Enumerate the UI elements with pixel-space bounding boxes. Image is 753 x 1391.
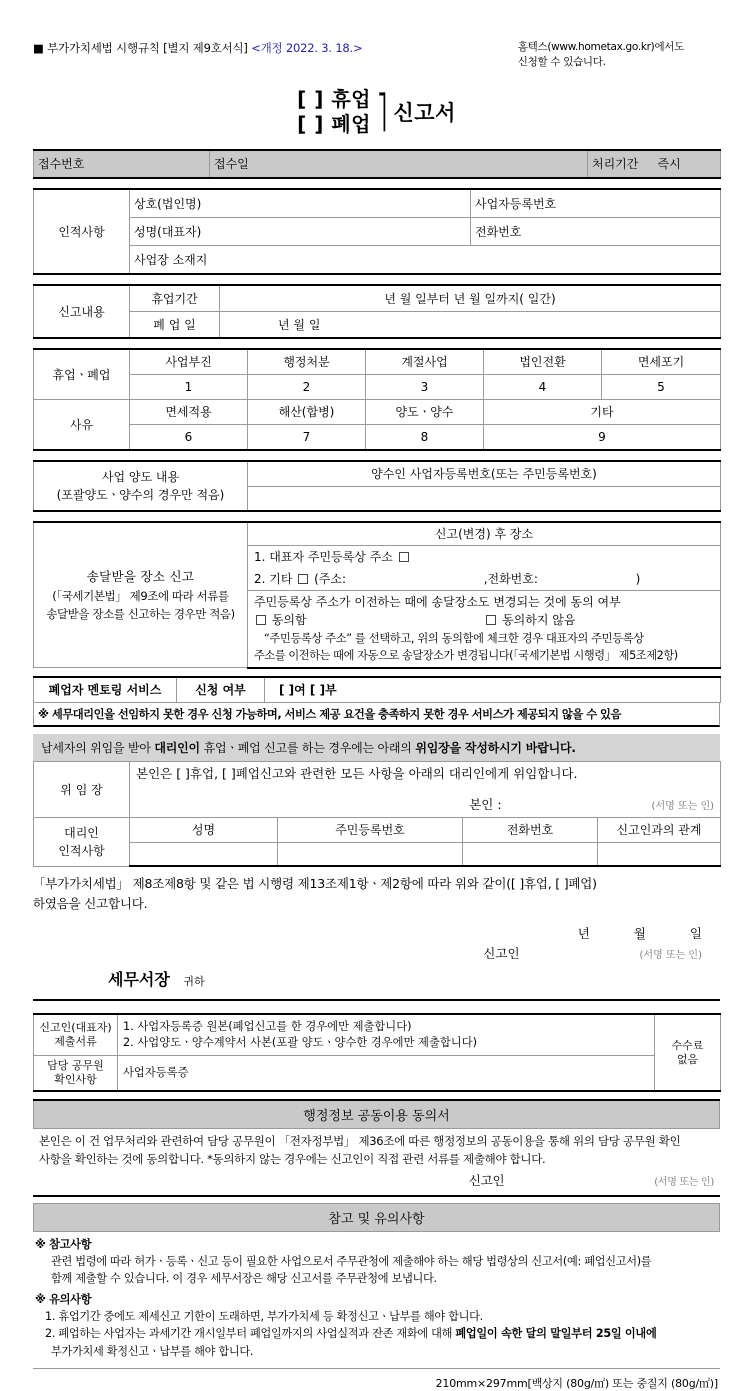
notes-reference-line1: 관련 법령에 따라 허가ㆍ등록ㆍ신고 등이 필요한 사업으로서 주무관청에 제출해야 하는 해당 법령상의 신고서(예: 폐업신고서)를 (51, 1254, 652, 1268)
agent-bar-text-b: 대리인이 (154, 740, 200, 755)
delivery-header: 신고(변경) 후 장소 (248, 522, 721, 546)
notes-caution-2-c: 부가가치세 확정신고ㆍ납부를 해야 합니다. (51, 1344, 254, 1358)
officer-check-item: 사업자등록증 (118, 1056, 655, 1092)
agent-col-relation: 신고인과의 관계 (598, 818, 721, 843)
agent-value-relation[interactable] (598, 843, 721, 867)
hometax-notice-line2: 신청할 수 있습니다. (517, 56, 606, 69)
submitter-doc-item-1: 1. 사업자등록증 원본(폐업신고를 한 경우에만 제출합니다) (123, 1019, 412, 1033)
fee-cell (655, 1014, 721, 1091)
receipt-table (33, 149, 721, 179)
notes-caution-2-b: 폐업일이 속한 달의 말일부터 25일 이내에 (455, 1327, 657, 1341)
checkbox-icon-agree[interactable] (256, 615, 266, 625)
agent-info-label (34, 818, 130, 867)
mentoring-warning: ※ 세무대리인을 선임하지 못한 경우 신청 가능하며, 서비스 제공 요건을 충족하지 못한 경우 서비스가 제공되지 않을 수 있음 (33, 703, 720, 727)
reason-code-1[interactable]: 1 (130, 375, 248, 400)
transfer-section-label (34, 461, 248, 511)
law-reference-line (33, 40, 362, 56)
mentoring-apply-options[interactable]: [ ]여 [ ]부 (265, 677, 721, 703)
closing-sign-note: (서명 또는 인) (639, 950, 702, 962)
closing-signer-label: 신고인 (483, 946, 520, 962)
phone-number-field[interactable]: 전화번호 (471, 218, 721, 246)
title-checkbox-suspend[interactable]: [ ] 휴업 (297, 87, 371, 112)
notes-title: 참고 및 유의사항 (33, 1204, 720, 1231)
agent-delegation-bar (33, 734, 720, 761)
revision-date: <개정 2022. 3. 18.> (251, 41, 363, 55)
agent-info-label-line1: 대리인 (64, 826, 99, 841)
reason-table (33, 348, 721, 451)
delivery-note-line2: 주소를 이전하는 때에 자동으로 송달장소가 변경됩니다(「국세기본법 시행령」 제5조제2항) (254, 648, 678, 662)
submitter-docs-label (34, 1014, 118, 1056)
processing-period-label: 처리기간 (588, 150, 654, 178)
transfer-label-line1: 사업 양도 내용 (101, 470, 180, 485)
delivery-option-other[interactable] (248, 568, 721, 591)
reason-code-6[interactable]: 6 (130, 425, 248, 451)
reason-label-8: 양도ㆍ양수 (366, 400, 484, 425)
reason-label-4: 법인전환 (484, 349, 602, 375)
reason-label-2: 행정처분 (248, 349, 366, 375)
tax-office-label: 세무서장 (108, 970, 170, 990)
delivery-agree-label: 동의함 (271, 613, 307, 628)
delivery-disagree-label: 동의하지 않음 (502, 613, 576, 628)
identity-table (33, 188, 721, 275)
closing-date-row[interactable] (33, 924, 720, 942)
notes-caution-head: ※ 유의사항 (35, 1292, 92, 1306)
processing-period-value: 즉시 (654, 150, 721, 178)
notes-reference-line2: 함께 제출할 수 있습니다. 이 경우 세무서장은 해당 신고서를 주무관청에 보냅니다. (51, 1272, 437, 1286)
checkbox-icon-resident[interactable] (399, 552, 409, 562)
closing-statement (33, 867, 720, 914)
transferee-number-field[interactable] (248, 487, 721, 512)
transfer-table (33, 460, 721, 512)
reason-code-3[interactable]: 3 (366, 375, 484, 400)
submitter-doc-item-2: 2. 사업양도ㆍ양수계약서 사본(포괄 양도ㆍ양수한 경우에만 제출합니다) (123, 1036, 478, 1050)
receipt-date-label: 접수일 (210, 150, 588, 178)
closing-line1: 「부가가치세법」 제8조제8항 및 같은 법 시행령 제13조제1항ㆍ제2항에 따라 위와 같이([ ]휴업, [ ]폐업) (33, 876, 597, 892)
delivery-section-label (34, 522, 248, 668)
delivery-note-line1: “주민등록상 주소” 를 선택하고, 위의 동의함에 체크한 경우 대표자의 주민등록상 (264, 631, 644, 645)
delivery-table (33, 521, 721, 669)
notes-caution-item-1: 1. 휴업기간 중에도 제세신고 기한이 도래하면, 부가가치세 등 확정신고ㆍ납부를 해야 합니다. (45, 1310, 483, 1324)
hometax-notice (518, 40, 720, 70)
poa-body-text: 본인은 [ ]휴업, [ ]폐업신고와 관련한 모든 사항을 아래의 대리인에게 위임합니다. (136, 765, 578, 781)
power-of-attorney-table (33, 761, 721, 868)
declaration-section-label: 신고내용 (34, 285, 130, 338)
reason-code-4[interactable]: 4 (484, 375, 602, 400)
business-number-field[interactable]: 사업자등록번호 (471, 189, 721, 218)
submitter-docs-label-line1: 신고인(대표자) (39, 1021, 112, 1035)
identity-section-label: 인적사항 (34, 189, 130, 274)
consent-signer-label: 신고인 (468, 1173, 505, 1189)
agent-bar-text-c: 휴업ㆍ폐업 신고를 하는 경우에는 아래의 (199, 740, 416, 755)
notes-body (33, 1232, 720, 1361)
fee-value: 없음 (676, 1052, 699, 1066)
closing-signer-row (33, 944, 720, 962)
fee-label: 수수료 (671, 1038, 704, 1052)
consent-body (33, 1129, 720, 1190)
agent-col-ssn: 주민등록번호 (278, 818, 463, 843)
agent-bar-text-a: 납세자의 위임을 받아 (41, 740, 155, 755)
law-reference-text: ■ 부가가치세법 시행규칙 [별지 제9호서식] (33, 41, 248, 55)
checkbox-icon-disagree[interactable] (486, 615, 496, 625)
paper-spec-rule (33, 1368, 720, 1369)
brace-icon: ⎤ (377, 92, 387, 132)
reason-code-7[interactable]: 7 (248, 425, 366, 451)
agent-col-phone: 전화번호 (463, 818, 598, 843)
reason-code-9[interactable]: 9 (484, 425, 721, 451)
agent-value-name[interactable] (130, 843, 278, 867)
reason-label-9: 기타 (484, 400, 721, 425)
reason-code-8[interactable]: 8 (366, 425, 484, 451)
consent-sign-note: (서명 또는 인) (654, 1177, 714, 1189)
delivery-other-phone-label: ,전화번호: (483, 572, 538, 587)
title-checkbox-close[interactable]: [ ] 폐업 (297, 111, 371, 136)
delivery-option-other-label: 2. 기타 (254, 572, 293, 587)
reason-label-6: 면세적용 (130, 400, 248, 425)
closing-line2: 하였음을 신고합니다. (33, 896, 148, 912)
transfer-label-line2: (포괄양도ㆍ양수의 경우만 적음) (56, 488, 225, 503)
reason-label-7: 해산(합병) (248, 400, 366, 425)
delivery-label-line1: 송달받을 장소 신고 (86, 568, 195, 584)
agent-bar-text-d: 위임장을 작성하시기 바랍니다. (415, 740, 576, 755)
notes-reference-head: ※ 참고사항 (35, 1237, 92, 1251)
delivery-consent-block (248, 591, 721, 668)
tax-office-row (33, 967, 720, 990)
agent-col-name: 성명 (130, 818, 278, 843)
representative-name-field[interactable]: 성명(대표자) (130, 218, 471, 246)
delivery-option-resident-label: 1. 대표자 주민등록상 주소 (254, 550, 393, 565)
reason-label-3: 계절사업 (366, 349, 484, 375)
delivery-other-address-label: (주소: (314, 572, 347, 587)
submitter-docs-label-line2: 제출서류 (54, 1035, 97, 1049)
delivery-other-close-paren: ) (635, 572, 641, 587)
closing-day: 일 (689, 926, 702, 942)
consent-line2: 사항을 확인하는 것에 동의합니다. *동의하지 않는 경우에는 신고인이 직접 관련 서류를 제출해야 합니다. (39, 1152, 546, 1167)
officer-check-label-line2: 확인사항 (54, 1073, 97, 1087)
declaration-table (33, 284, 721, 339)
reason-section-label-bottom: 사유 (34, 400, 130, 451)
closing-month: 월 (633, 926, 646, 942)
notes-caution-item-2 (35, 1325, 718, 1342)
poa-body-cell (130, 761, 721, 818)
hometax-notice-line1: 홈텍스(www.hometax.go.kr)에서도 (517, 41, 684, 53)
officer-check-label (34, 1056, 118, 1092)
mentoring-table (33, 676, 721, 703)
document-header (33, 0, 720, 70)
tax-office-honorific: 귀하 (183, 975, 205, 989)
form-title (33, 87, 720, 136)
agent-value-phone[interactable] (463, 843, 598, 867)
delivery-consent-question: 주민등록상 주소가 이전하는 때에 송달장소도 변경되는 것에 동의 여부 (254, 595, 621, 610)
reason-label-5: 면세포기 (602, 349, 721, 375)
checkbox-icon-other[interactable] (298, 574, 308, 584)
delivery-label-line3: 송달받을 장소를 신고하는 경우만 적음) (46, 606, 235, 621)
company-name-field[interactable]: 상호(법인명) (130, 189, 471, 218)
paper-specification: 210mm×297mm[백상지 (80g/㎡) 또는 중질지 (80g/㎡)] (435, 1377, 718, 1391)
consent-title: 행정정보 공동이용 동의서 (33, 1101, 720, 1128)
poa-sign-note: (서명 또는 인) (651, 800, 715, 812)
reason-code-2[interactable]: 2 (248, 375, 366, 400)
agent-info-label-line2: 인적사항 (58, 844, 105, 859)
receipt-number-label: 접수번호 (34, 150, 210, 178)
consent-line1: 본인은 이 건 업무처리와 관련하여 담당 공무원이 「전자정부법」 제36조에 따른 행정정보의 공동이용을 통해 위의 담당 공무원 확인 (39, 1134, 681, 1149)
mentoring-apply-label: 신청 여부 (177, 677, 265, 703)
delivery-label-line2: (「국세기본법」 제9조에 따라 서류를 (52, 589, 229, 604)
suspend-period-field[interactable]: 년 월 일부터 년 월 일까지( 일간) (220, 285, 721, 312)
submitter-docs-list (118, 1014, 655, 1056)
reason-section-label-top: 휴업ㆍ폐업 (34, 349, 130, 400)
notes-caution-2-a: 2. 폐업하는 사업자는 과세기간 개시일부터 폐업일까지의 사업실적과 잔존 재화에 대해 (45, 1327, 456, 1341)
poa-principal-label[interactable]: 본인 : (469, 796, 502, 812)
delivery-option-resident[interactable] (248, 546, 721, 569)
close-date-field[interactable]: 년 월 일 (220, 312, 721, 339)
closing-year: 년 (577, 926, 590, 942)
suspend-period-label: 휴업기간 (130, 285, 220, 312)
close-date-label: 폐 업 일 (130, 312, 220, 339)
title-main-text: 신고서 (393, 100, 456, 125)
officer-check-label-line1: 담당 공무원 (47, 1059, 104, 1073)
delivery-consent-options (254, 611, 714, 629)
poa-section-label: 위 임 장 (34, 761, 130, 818)
reason-label-1: 사업부진 (130, 349, 248, 375)
business-address-field[interactable]: 사업장 소재지 (130, 246, 721, 275)
transferee-number-header: 양수인 사업자등록번호(또는 주민등록번호) (248, 461, 721, 487)
reason-code-5[interactable]: 5 (602, 375, 721, 400)
attachments-table (33, 1013, 721, 1092)
agent-value-ssn[interactable] (278, 843, 463, 867)
mentoring-title: 폐업자 멘토링 서비스 (34, 677, 177, 703)
